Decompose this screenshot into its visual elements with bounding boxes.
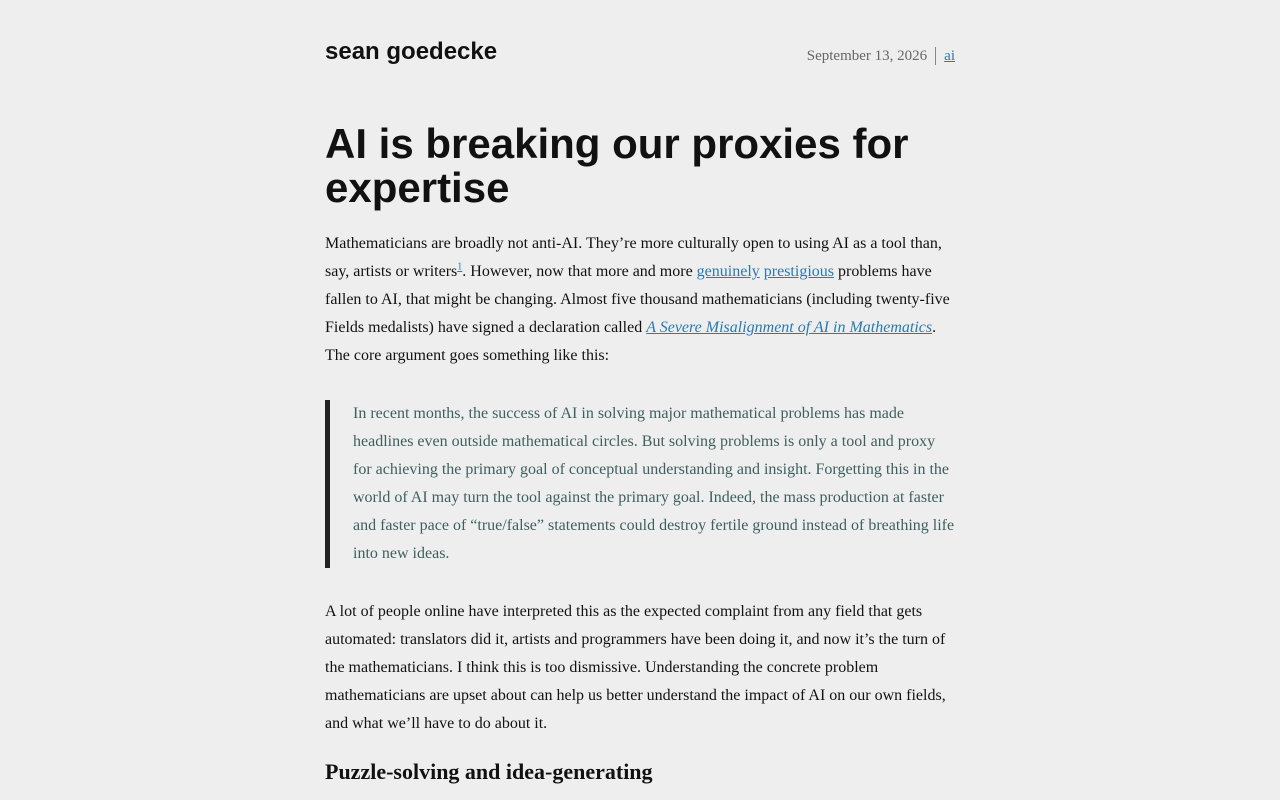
declaration-quote xyxy=(325,400,955,568)
intro-text-2: . However, now that more and more xyxy=(462,263,697,280)
article-body xyxy=(325,230,955,738)
post-date: September 13, 2026 xyxy=(806,47,928,64)
second-paragraph: A lot of people online have interpreted this as the expected complaint from any field that gets automated: translators did it, artists and programmers have been doing it, and now it’s the turn of the mathematicians. I think this is too dismissive. Understanding the concrete problem mathematicians are upset about can help us better understand the impact of AI on our own fields, and what we’ll have to do about it. xyxy=(325,603,946,732)
page-container xyxy=(325,0,955,784)
post-meta xyxy=(807,47,955,65)
intro-text-4: problems have fallen to AI, that might be changing. Almost five thousand mathematicians (including twenty-five Fields medalists) have signed a declaration called xyxy=(325,263,950,336)
site-header xyxy=(325,0,955,100)
site-title-link[interactable]: sean goedecke xyxy=(325,38,498,65)
link-prestigious[interactable]: prestigious xyxy=(763,263,834,280)
intro-text-5: . The core argument goes something like this: xyxy=(325,319,937,364)
link-genuinely[interactable]: genuinely xyxy=(696,263,760,280)
article-title: AI is breaking our proxies for expertise xyxy=(325,120,909,211)
intro-text-1: Mathematicians are broadly not anti-AI. They’re more culturally open to using AI as a tool than, say, artists or writers xyxy=(325,235,942,280)
section-heading: Puzzle-solving and idea-generating xyxy=(325,759,653,784)
meta-divider xyxy=(935,47,936,65)
footnote-link-1[interactable]: 1 xyxy=(457,261,463,273)
declaration-title: A Severe Misalignment of AI in Mathematics xyxy=(646,319,933,336)
tag-link-ai[interactable]: ai xyxy=(944,47,955,64)
link-declaration[interactable] xyxy=(646,319,932,336)
quote-text: In recent months, the success of AI in solving major mathematical problems has made headlines even outside mathematical circles. But solving problems is only a tool and proxy for achieving the primary goal of conceptual understanding and insight. Forgetting this in the world of AI may turn the tool against the primary goal. Indeed, the mass production at faster and faster pace of “true/false” statements could destroy fertile ground instead of breathing life into new ideas. xyxy=(353,405,955,562)
intro-paragraph xyxy=(325,230,955,370)
